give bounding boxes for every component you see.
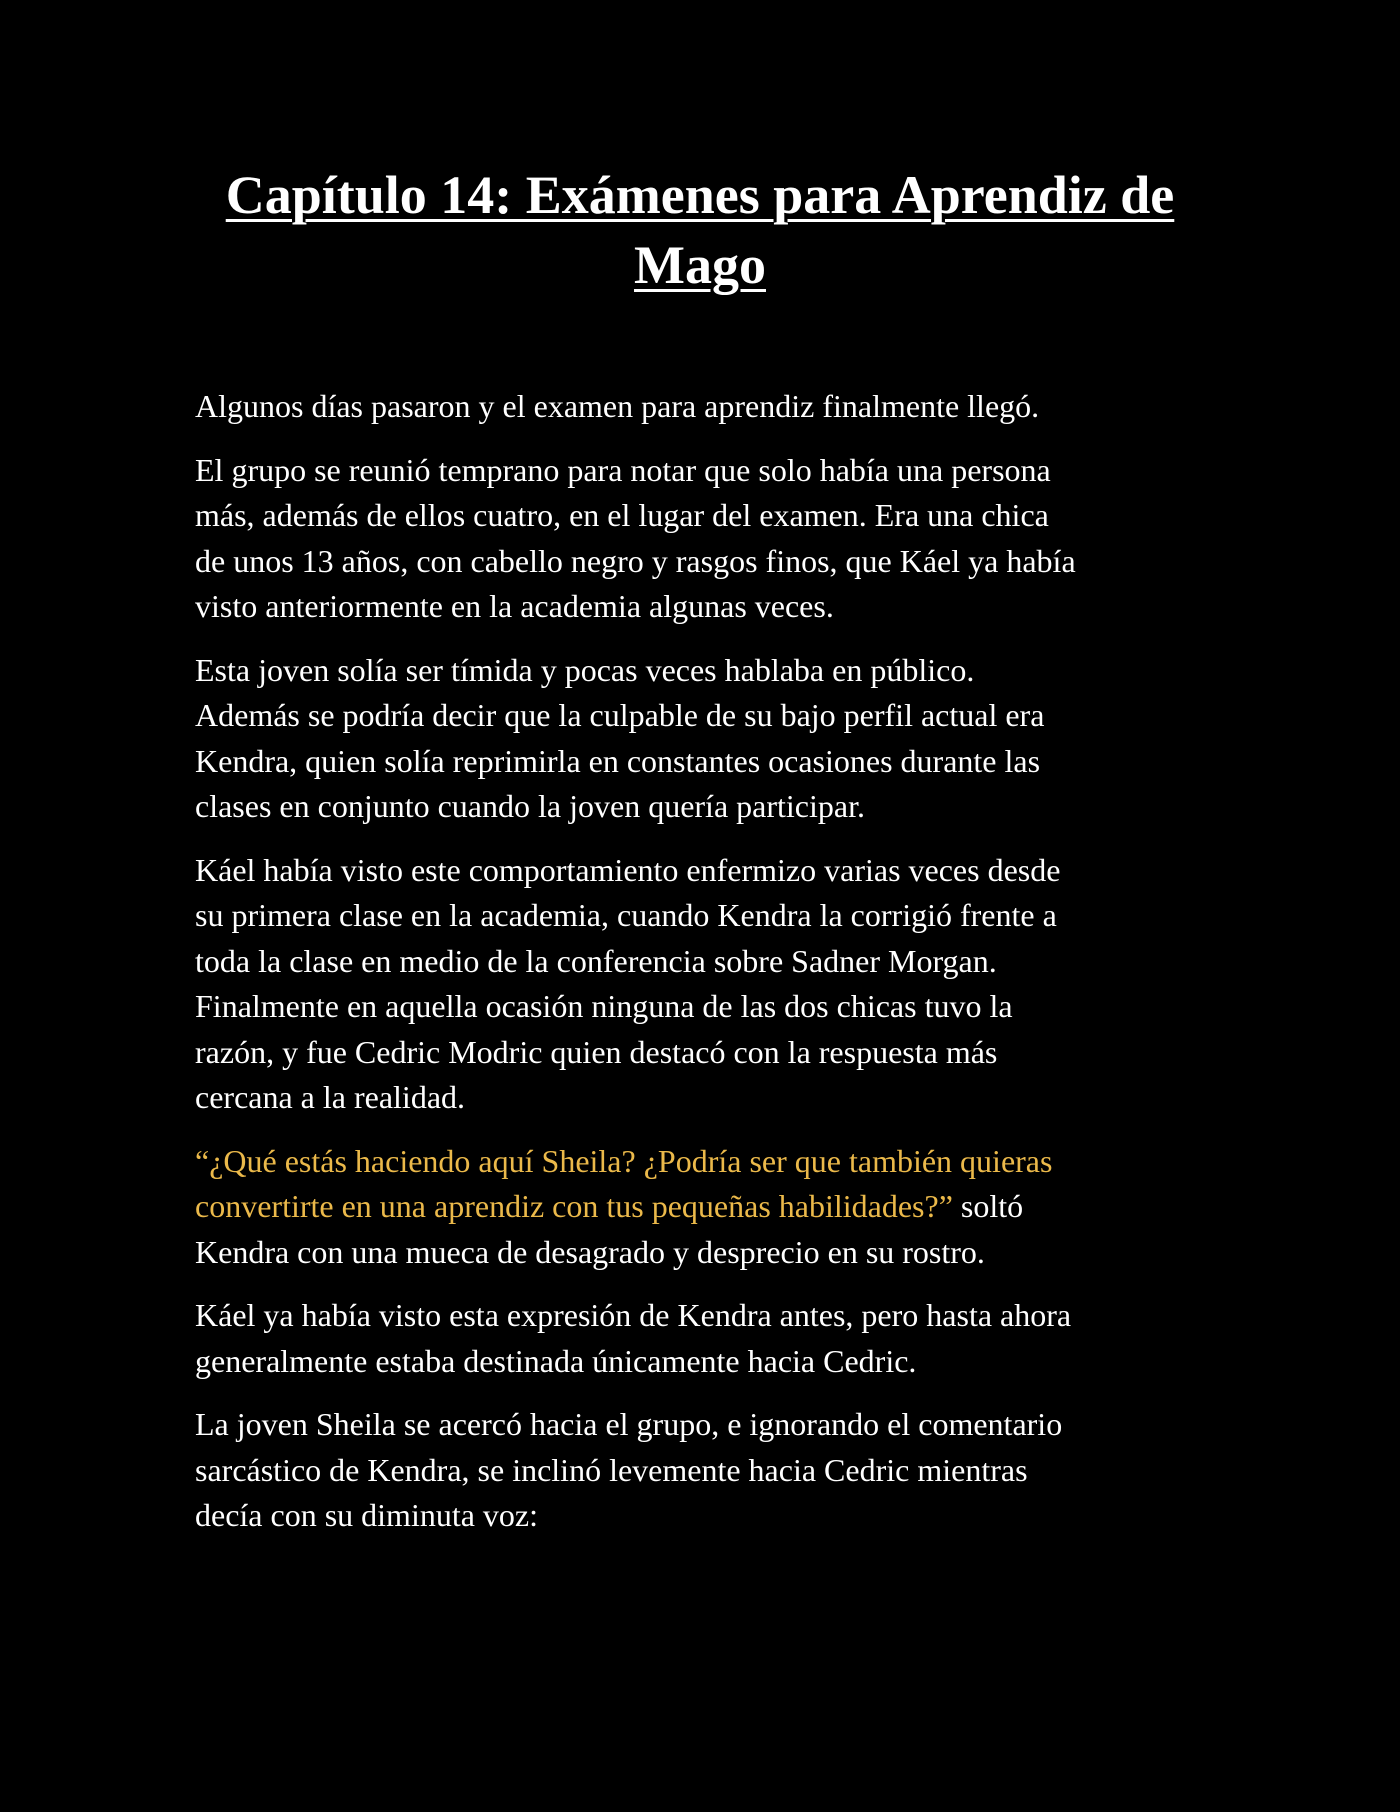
document-page: [195, 160, 1205, 1557]
chapter-body: [195, 384, 1205, 1539]
paragraph-7: La joven Sheila se acercó hacia el grupo, e ignorando el comentario sarcástico de Kendra, se inclinó levemente hacia Cedric mientras decía con su diminuta voz:: [195, 1406, 1063, 1533]
kendra-dialogue-quote: “¿Qué estás haciendo aquí Sheila? ¿Podría ser que también quieras convertirte en una aprendiz con tus pequeñas habilidades?”: [195, 1142, 1053, 1224]
dialogue-narration: soltó Kendra con una mueca de desagrado y desprecio en su rostro.: [195, 1188, 1024, 1270]
paragraph-2: El grupo se reunió temprano para notar que solo había una persona más, además de ellos cuatro, en el lugar del examen. Era una chica de unos 13 años, con cabello negro y rasgos finos, que Káel ya había visto anteriormente en la academia algunas veces.: [195, 451, 1076, 624]
paragraph-6: Káel ya había visto esta expresión de Kendra antes, pero hasta ahora generalmente estaba destinada únicamente hacia Cedric.: [195, 1297, 1072, 1379]
paragraph-1: Algunos días pasaron y el examen para aprendiz finalmente llegó.: [195, 388, 1040, 424]
dialogue-paragraph: [195, 1139, 1205, 1276]
chapter-title: Capítulo 14: Exámenes para Aprendiz de Mago: [225, 165, 1175, 295]
paragraph-3: Esta joven solía ser tímida y pocas veces hablaba en público. Además se podría decir que la culpable de su bajo perfil actual era Kendra, quien solía reprimirla en constantes ocasiones durante las clases en conjunto cuando la joven quería participar.: [195, 651, 1045, 824]
paragraph-4: Káel había visto este comportamiento enfermizo varias veces desde su primera clase en la academia, cuando Kendra la corrigió frente a toda la clase en medio de la conferencia sobre Sadner Morgan. Finalmente en aquella ocasión ninguna de las dos chicas tuvo la razón, y fue Cedric Modric quien destacó con la respuesta más cercana a la realidad.: [195, 851, 1061, 1115]
